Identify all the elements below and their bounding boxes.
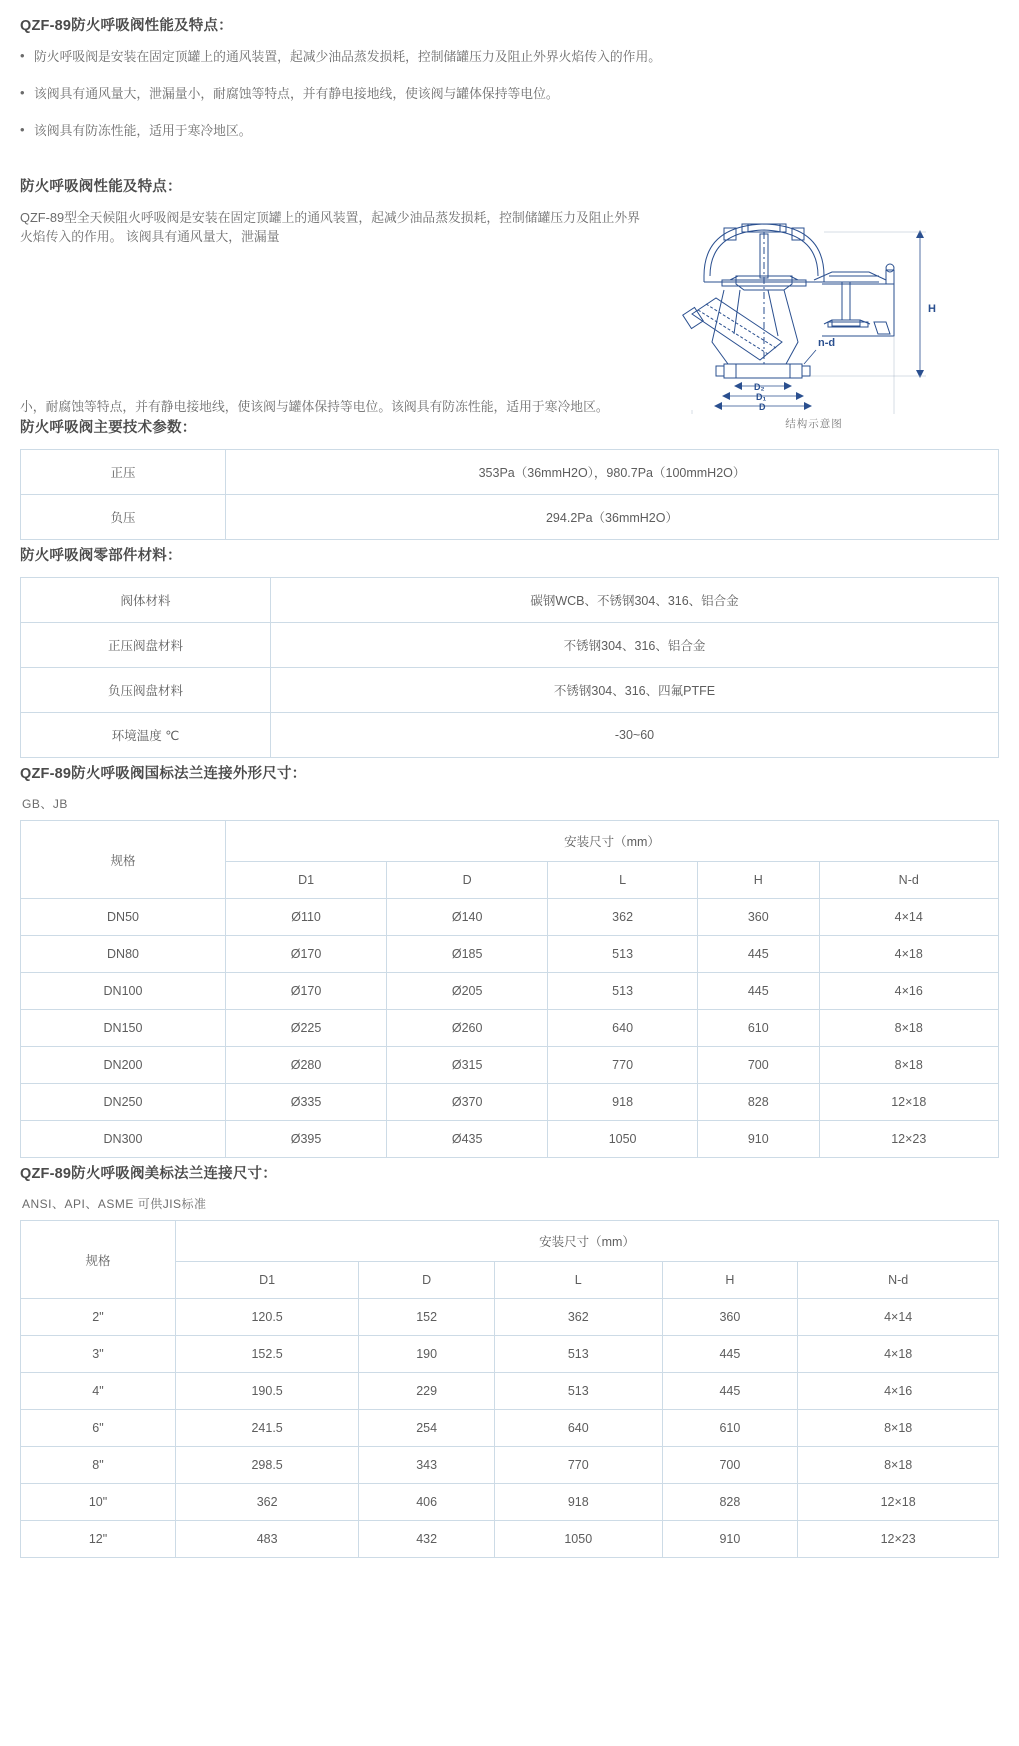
cell-d1: 298.5 xyxy=(176,1447,359,1484)
table-header-row xyxy=(21,1221,999,1262)
cell-l: 362 xyxy=(548,899,698,936)
cell-l: 640 xyxy=(548,1010,698,1047)
col-header-h: H xyxy=(662,1262,798,1299)
cell-d: 229 xyxy=(359,1373,495,1410)
table-header-row xyxy=(21,821,999,862)
cell-d: Ø370 xyxy=(387,1084,548,1121)
cell-d: Ø315 xyxy=(387,1047,548,1084)
cell-spec: 8" xyxy=(21,1447,176,1484)
cell-h: 360 xyxy=(698,899,820,936)
cell-d: Ø435 xyxy=(387,1121,548,1158)
material-value: 不锈钢304、316、四氟PTFE xyxy=(271,668,999,713)
col-header-nd: N-d xyxy=(798,1262,999,1299)
cell-h: 700 xyxy=(698,1047,820,1084)
cell-nd: 4×16 xyxy=(819,973,999,1010)
valve-cross-section-svg xyxy=(664,214,964,414)
diagram-label-D: D xyxy=(759,401,766,412)
cell-h: 445 xyxy=(662,1336,798,1373)
cell-l: 918 xyxy=(548,1084,698,1121)
cell-nd: 12×18 xyxy=(819,1084,999,1121)
material-value: 碳钢WCB、不锈钢304、316、铝合金 xyxy=(271,578,999,623)
cell-d: 254 xyxy=(359,1410,495,1447)
cell-nd: 12×23 xyxy=(798,1521,999,1558)
cell-d: Ø185 xyxy=(387,936,548,973)
cell-l: 513 xyxy=(548,973,698,1010)
cell-d: 190 xyxy=(359,1336,495,1373)
cell-h: 610 xyxy=(698,1010,820,1047)
table-row xyxy=(21,450,999,495)
diagram-label-nd: n-d xyxy=(818,336,836,349)
table-row xyxy=(21,713,999,758)
cell-d1: 190.5 xyxy=(176,1373,359,1410)
ansi-standard-note: ANSI、API、ASME 可供JIS标准 xyxy=(22,1197,207,1212)
cell-h: 445 xyxy=(698,936,820,973)
cell-spec: DN150 xyxy=(21,1010,226,1047)
cell-d1: 120.5 xyxy=(176,1299,359,1336)
cell-nd: 12×23 xyxy=(819,1121,999,1158)
cell-d1: 241.5 xyxy=(176,1410,359,1447)
param-value: 353Pa（36mmH2O），980.7Pa（100mmH2O） xyxy=(226,450,999,495)
cell-d1: Ø170 xyxy=(226,936,387,973)
table-row xyxy=(21,1484,999,1521)
ansi-dimensions-body xyxy=(21,1299,999,1558)
diagram-label-D1: D₁ xyxy=(756,391,767,402)
cell-d: 343 xyxy=(359,1447,495,1484)
cell-d1: Ø170 xyxy=(226,973,387,1010)
table-row xyxy=(21,1336,999,1373)
cell-spec: DN200 xyxy=(21,1047,226,1084)
cell-l: 513 xyxy=(495,1336,662,1373)
cell-nd: 8×18 xyxy=(798,1447,999,1484)
diagram-caption: 结构示意图 xyxy=(785,417,843,430)
diagram-label-D2: D₂ xyxy=(754,381,765,392)
cell-spec: 10" xyxy=(21,1484,176,1521)
material-label: 阀体材料 xyxy=(21,578,271,623)
material-label: 正压阀盘材料 xyxy=(21,623,271,668)
col-header-l: L xyxy=(548,862,698,899)
col-header-l: L xyxy=(495,1262,662,1299)
col-header-d1: D1 xyxy=(176,1262,359,1299)
col-header-spec: 规格 xyxy=(21,1221,176,1299)
col-group-header: 安装尺寸（mm） xyxy=(176,1221,999,1262)
feature-bullet-item: • 防火呼吸阀是安装在固定顶罐上的通风装置，起减少油品蒸发损耗，控制储罐压力及阻止外界火焰传入的作用。 xyxy=(20,47,999,66)
cell-h: 610 xyxy=(662,1410,798,1447)
cell-h: 910 xyxy=(662,1521,798,1558)
col-header-d1: D1 xyxy=(226,862,387,899)
cell-l: 770 xyxy=(548,1047,698,1084)
cell-d1: Ø225 xyxy=(226,1010,387,1047)
cell-l: 513 xyxy=(495,1373,662,1410)
cell-h: 445 xyxy=(662,1373,798,1410)
cell-nd: 4×18 xyxy=(798,1336,999,1373)
cell-d1: Ø395 xyxy=(226,1121,387,1158)
feature-bullet-item: • 该阀具有通风量大，泄漏量小，耐腐蚀等特点，并有静电接地线，使该阀与罐体保持等电位。 xyxy=(20,84,999,103)
material-value: -30~60 xyxy=(271,713,999,758)
cell-h: 360 xyxy=(662,1299,798,1336)
cell-d: 432 xyxy=(359,1521,495,1558)
col-header-nd: N-d xyxy=(819,862,999,899)
cell-spec: DN80 xyxy=(21,936,226,973)
overview-section-title: 防火呼吸阀性能及特点： xyxy=(20,178,182,195)
cell-spec: 12" xyxy=(21,1521,176,1558)
cell-l: 513 xyxy=(548,936,698,973)
cell-spec: 2" xyxy=(21,1299,176,1336)
col-group-header: 安装尺寸（mm） xyxy=(226,821,999,862)
table-row xyxy=(21,973,999,1010)
cell-d1: Ø280 xyxy=(226,1047,387,1084)
cell-d: Ø205 xyxy=(387,973,548,1010)
cell-d: 152 xyxy=(359,1299,495,1336)
parameters-section-title: 防火呼吸阀主要技术参数： xyxy=(20,420,197,437)
cell-nd: 8×18 xyxy=(798,1410,999,1447)
material-label: 环境温度 ℃ xyxy=(21,713,271,758)
table-row xyxy=(21,1084,999,1121)
table-row xyxy=(21,578,999,623)
materials-section-title: 防火呼吸阀零部件材料： xyxy=(20,548,182,565)
component-materials-table xyxy=(20,577,999,758)
table-row xyxy=(21,899,999,936)
gb-dimensions-section-title: QZF-89防火呼吸阀国标法兰连接外形尺寸： xyxy=(20,766,307,783)
diagram-label-H: H xyxy=(928,302,936,315)
cell-nd: 4×16 xyxy=(798,1373,999,1410)
overview-paragraph-part2: 小，耐腐蚀等特点，并有静电接地线，使该阀与罐体保持等电位。该阀具有防冻性能，适用于寒冷地区。 xyxy=(20,398,609,414)
cell-nd: 8×18 xyxy=(819,1047,999,1084)
cell-d1: 152.5 xyxy=(176,1336,359,1373)
table-row xyxy=(21,1373,999,1410)
cell-d: Ø140 xyxy=(387,899,548,936)
col-header-d: D xyxy=(387,862,548,899)
cell-spec: DN100 xyxy=(21,973,226,1010)
cell-d1: Ø335 xyxy=(226,1084,387,1121)
cell-nd: 4×14 xyxy=(798,1299,999,1336)
technical-parameters-table xyxy=(20,449,999,540)
gb-dimensions-table xyxy=(20,820,999,1158)
cell-spec: 3" xyxy=(21,1336,176,1373)
cell-spec: 6" xyxy=(21,1410,176,1447)
cell-d: 406 xyxy=(359,1484,495,1521)
param-label: 负压 xyxy=(21,495,226,540)
cell-h: 700 xyxy=(662,1447,798,1484)
cell-d1: Ø110 xyxy=(226,899,387,936)
cell-nd: 8×18 xyxy=(819,1010,999,1047)
ansi-dimensions-table xyxy=(20,1220,999,1558)
cell-l: 918 xyxy=(495,1484,662,1521)
cell-d: Ø260 xyxy=(387,1010,548,1047)
cell-spec: 4" xyxy=(21,1373,176,1410)
cell-spec: DN50 xyxy=(21,899,226,936)
material-label: 负压阀盘材料 xyxy=(21,668,271,713)
features-bullet-list xyxy=(20,47,999,141)
table-row xyxy=(21,1521,999,1558)
table-row xyxy=(21,1121,999,1158)
param-label: 正压 xyxy=(21,450,226,495)
table-row xyxy=(21,1010,999,1047)
material-value: 不锈钢304、316、铝合金 xyxy=(271,623,999,668)
cell-l: 1050 xyxy=(495,1521,662,1558)
table-row xyxy=(21,936,999,973)
cell-h: 445 xyxy=(698,973,820,1010)
cell-l: 1050 xyxy=(548,1121,698,1158)
cell-h: 910 xyxy=(698,1121,820,1158)
cell-l: 640 xyxy=(495,1410,662,1447)
table-row xyxy=(21,1047,999,1084)
table-row xyxy=(21,623,999,668)
gb-standard-note: GB、JB xyxy=(22,797,68,812)
table-row xyxy=(21,495,999,540)
cell-h: 828 xyxy=(662,1484,798,1521)
cell-nd: 12×18 xyxy=(798,1484,999,1521)
overview-paragraph-part1: QZF-89型全天候阻火呼吸阀是安装在固定顶罐上的通风装置，起减少油品蒸发损耗，控制储罐压力及阻止外界火焰传入的作用。 该阀具有通风量大，泄漏量 xyxy=(20,209,640,245)
cell-d1: 362 xyxy=(176,1484,359,1521)
feature-bullet-item: • 该阀具有防冻性能，适用于寒冷地区。 xyxy=(20,121,999,140)
cell-nd: 4×14 xyxy=(819,899,999,936)
valve-structure-diagram xyxy=(664,214,964,431)
cell-spec: DN250 xyxy=(21,1084,226,1121)
gb-dimensions-body xyxy=(21,899,999,1158)
ansi-dimensions-section-title: QZF-89防火呼吸阀美标法兰连接尺寸： xyxy=(20,1166,277,1183)
col-header-spec: 规格 xyxy=(21,821,226,899)
cell-nd: 4×18 xyxy=(819,936,999,973)
cell-l: 362 xyxy=(495,1299,662,1336)
param-value: 294.2Pa（36mmH2O） xyxy=(226,495,999,540)
table-row xyxy=(21,668,999,713)
features-section-title: QZF-89防火呼吸阀性能及特点： xyxy=(20,18,233,34)
cell-d1: 483 xyxy=(176,1521,359,1558)
table-row xyxy=(21,1299,999,1336)
col-header-d: D xyxy=(359,1262,495,1299)
cell-h: 828 xyxy=(698,1084,820,1121)
cell-spec: DN300 xyxy=(21,1121,226,1158)
table-row xyxy=(21,1410,999,1447)
col-header-h: H xyxy=(698,862,820,899)
cell-l: 770 xyxy=(495,1447,662,1484)
table-row xyxy=(21,1447,999,1484)
